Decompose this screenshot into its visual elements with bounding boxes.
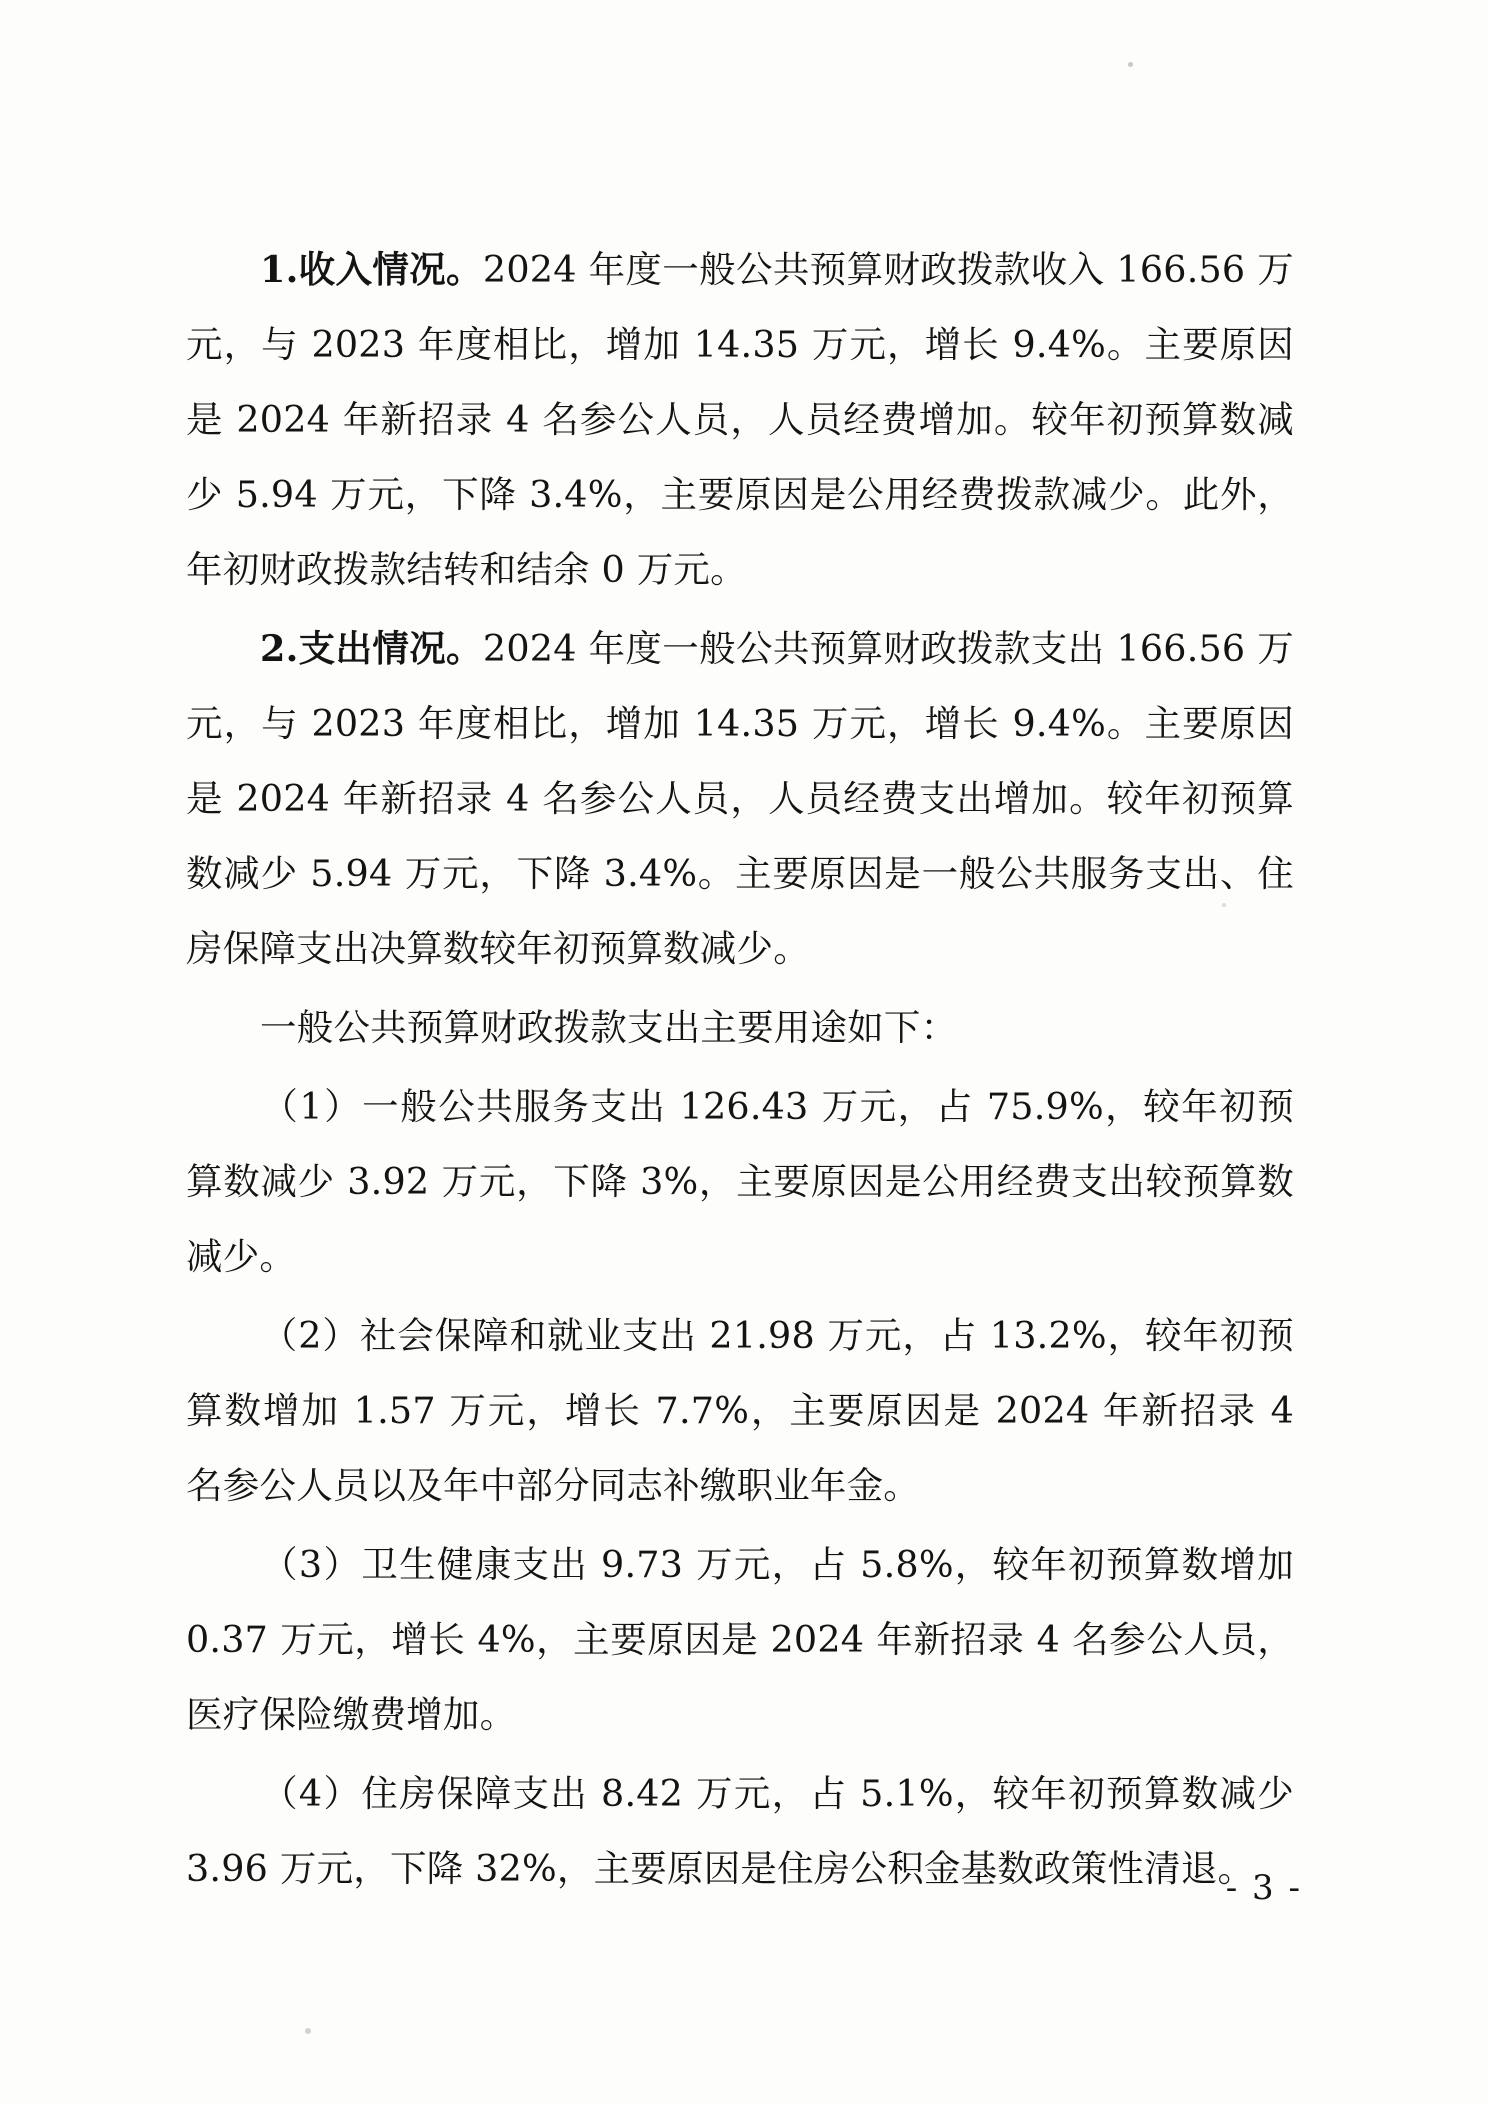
paragraph-item-1: [186, 1069, 1294, 1294]
paragraph-text: （4）住房保障支出 8.42 万元，占 5.1%，较年初预算数减少 3.96 万元，下降 32%，主要原因是住房公积金基数政策性清退。: [186, 1772, 1294, 1890]
paragraph-item-4: [186, 1756, 1294, 1906]
paragraph-lead: 1.收入情况。: [260, 248, 483, 291]
page-number: - 3 -: [1225, 1868, 1302, 1908]
paragraph-text: 2024 年度一般公共预算财政拨款支出 166.56 万元，与 2023 年度相比，增加 14.35 万元，增长 9.4%。主要原因是 2024 年新招录 4 名参公人员，人员经费支出增加。较年初预算数减少 5.94 万元，下降 3.4%。主要原因是一般公共服务支出、住房保障支出决算数较年初预算数减少。: [186, 627, 1294, 970]
paragraph-text: 2024 年度一般公共预算财政拨款收入 166.56 万元，与 2023 年度相比，增加 14.35 万元，增长 9.4%。主要原因是 2024 年新招录 4 名参公人员，人员经费增加。较年初预算数减少 5.94 万元，下降 3.4%，主要原因是公用经费拨款减少。此外，年初财政拨款结转和结余 0 万元。: [186, 248, 1294, 591]
paragraph-text: （3）卫生健康支出 9.73 万元，占 5.8%，较年初预算数增加 0.37 万元，增长 4%，主要原因是 2024 年新招录 4 名参公人员，医疗保险缴费增加。: [186, 1543, 1294, 1736]
paragraph-expenditure: [186, 611, 1294, 986]
scan-speck: [305, 2028, 311, 2034]
scan-speck: [1128, 62, 1133, 67]
paragraph-item-3: [186, 1527, 1294, 1752]
paragraph-usage-intro: [186, 990, 1294, 1065]
paragraph-income: [186, 232, 1294, 607]
paragraph-text: （2）社会保障和就业支出 21.98 万元，占 13.2%，较年初预算数增加 1.57 万元，增长 7.7%，主要原因是 2024 年新招录 4 名参公人员以及年中部分同志补缴职业年金。: [186, 1314, 1294, 1507]
paragraph-lead: 2.支出情况。: [260, 627, 483, 670]
paragraph-text: （1）一般公共服务支出 126.43 万元，占 75.9%，较年初预算数减少 3.92 万元，下降 3%，主要原因是公用经费支出较预算数减少。: [186, 1085, 1294, 1278]
paragraph-item-2: [186, 1298, 1294, 1523]
paragraph-text: 一般公共预算财政拨款支出主要用途如下：: [260, 1006, 958, 1049]
document-body: [186, 232, 1294, 1910]
